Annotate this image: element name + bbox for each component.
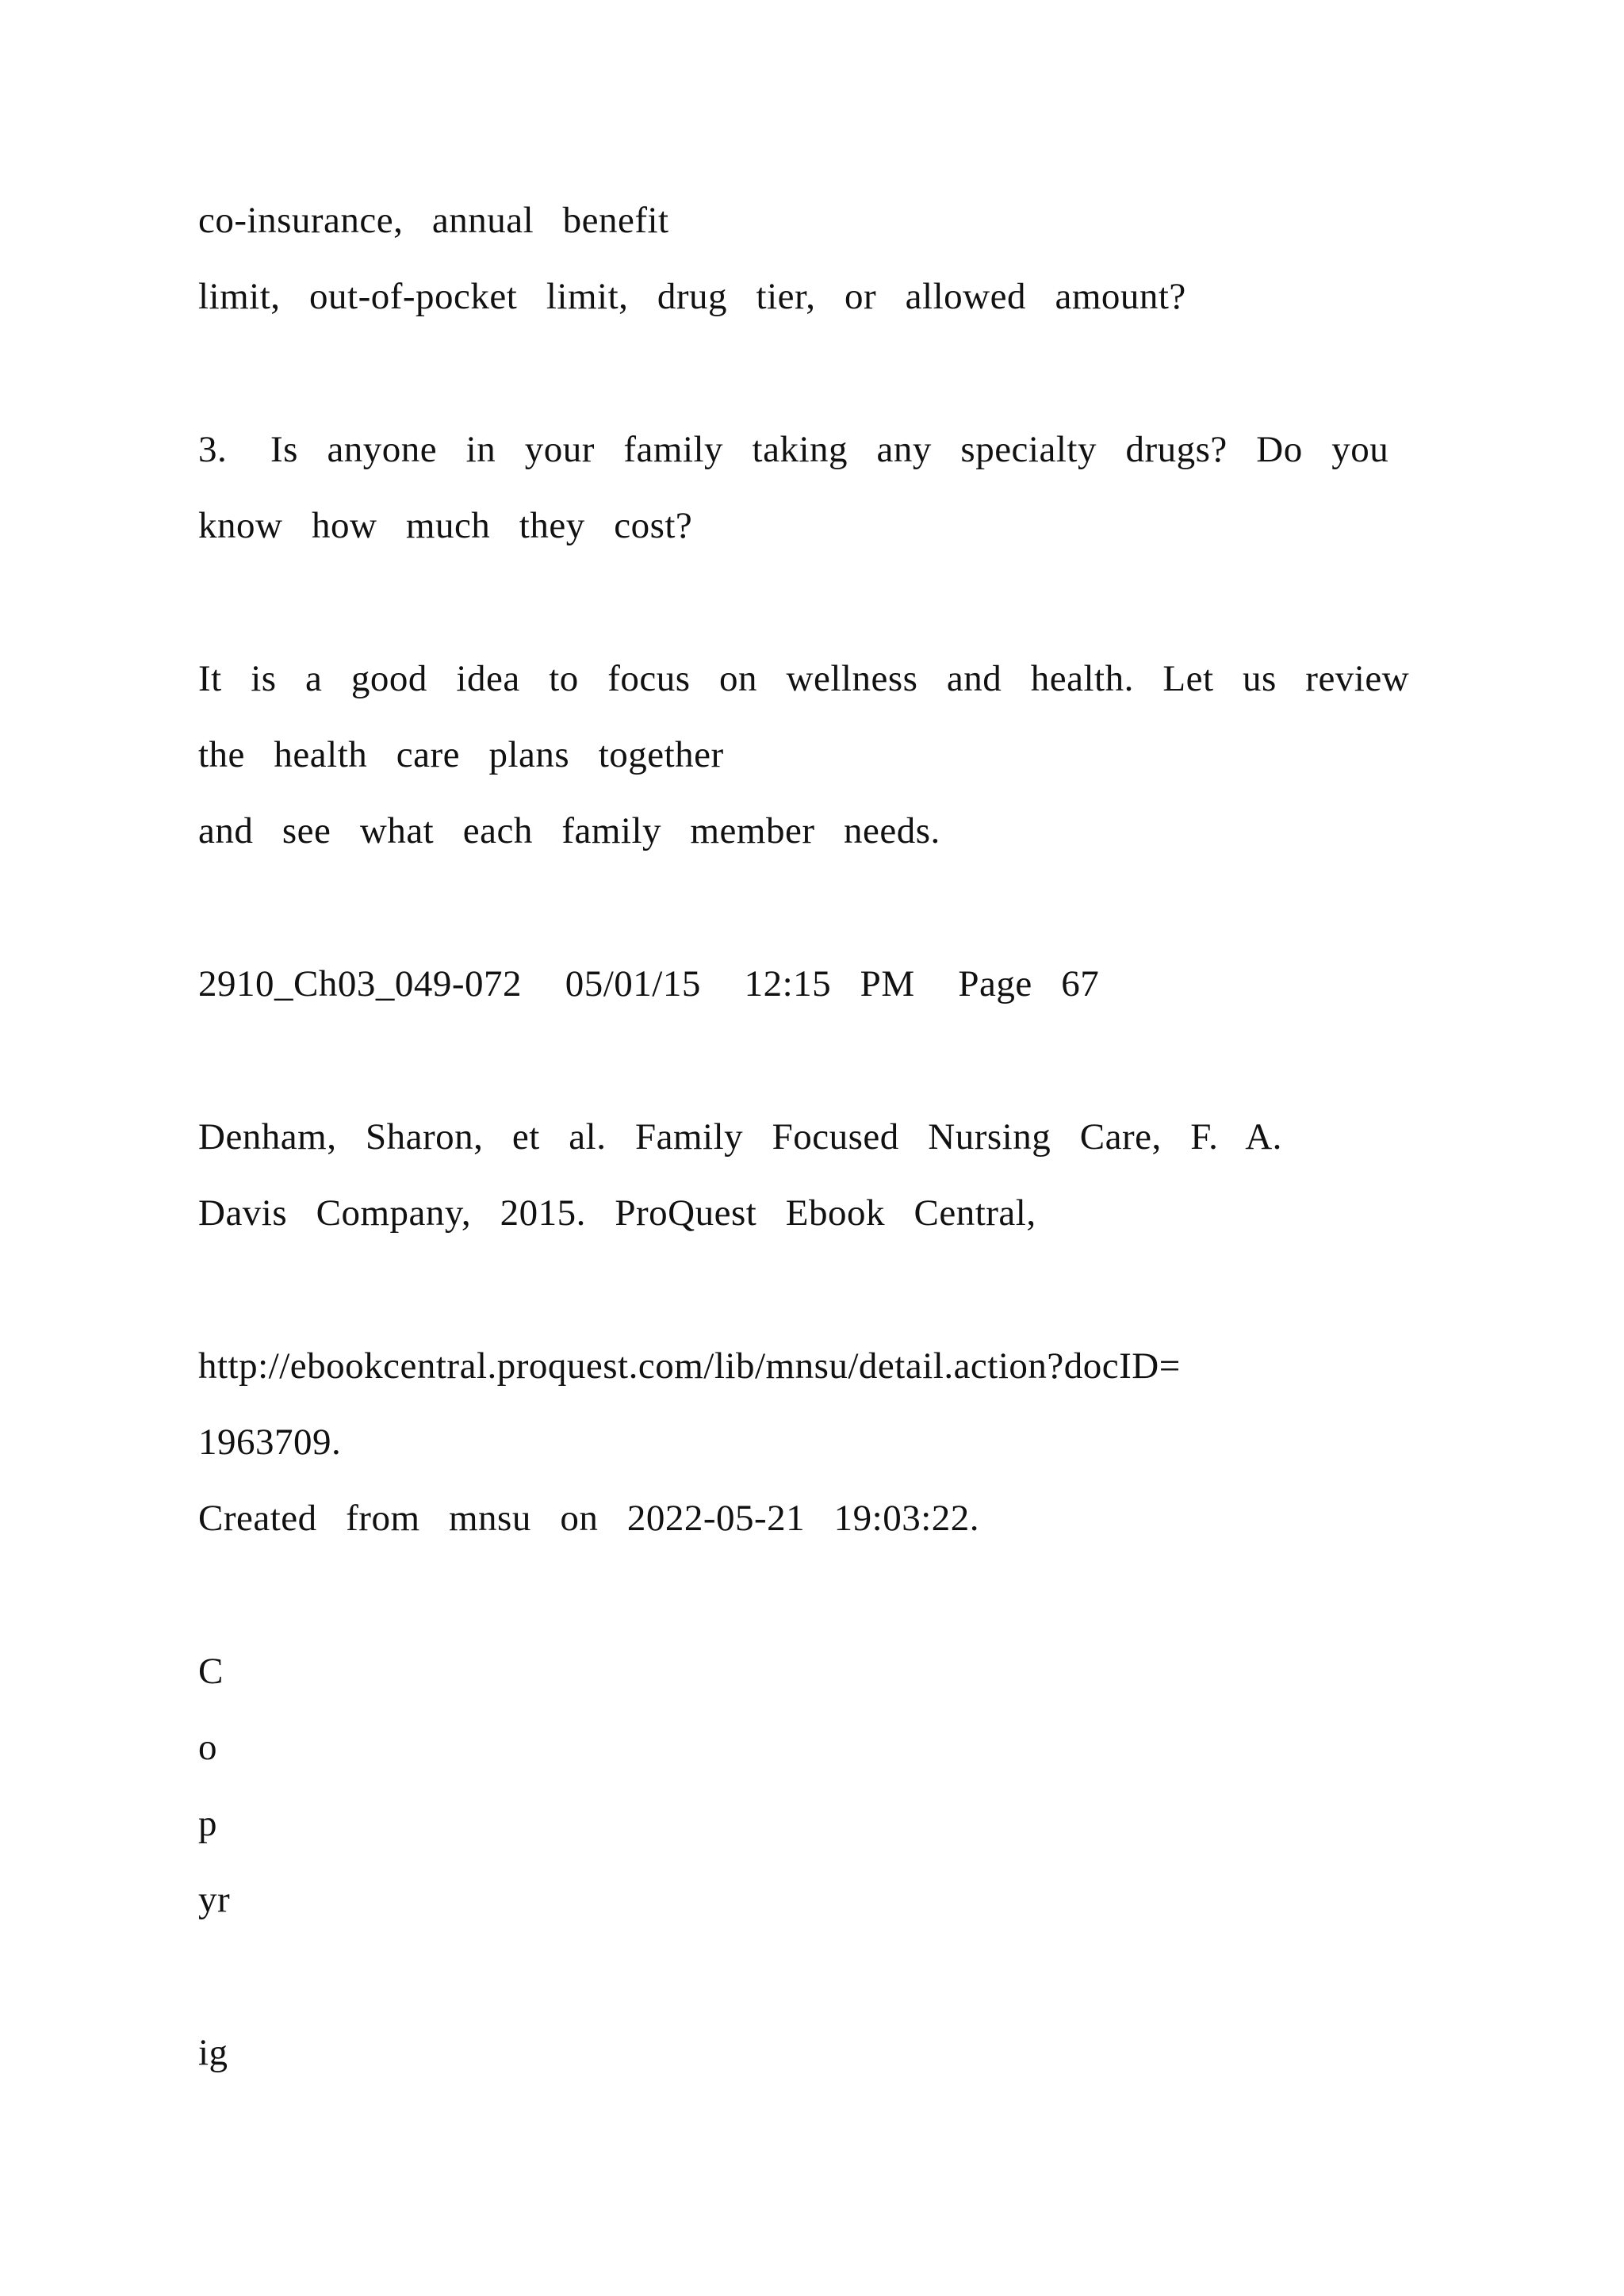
citation-url: http://ebookcentral.proquest.com/lib/mnsu/detail.action?docID= bbox=[198, 1345, 1181, 1387]
text-line-coinsurance: co-insurance, annual benefit bbox=[198, 200, 669, 241]
citation-line-2: Davis Company, 2015. ProQuest Ebook Central, bbox=[198, 1192, 1036, 1234]
citation-doc-id: 1963709. bbox=[198, 1422, 342, 1463]
paragraph-wellness-line-2: the health care plans together bbox=[198, 734, 724, 775]
question-3-line-2: know how much they cost? bbox=[198, 505, 693, 546]
paragraph-wellness-line-3: and see what each family member needs. bbox=[198, 810, 940, 851]
citation-line-1: Denham, Sharon, et al. Family Focused Nursing Care, F. A. bbox=[198, 1116, 1282, 1158]
vertical-letters-ig: ig bbox=[198, 2032, 228, 2073]
vertical-letters-yr: yr bbox=[198, 1879, 231, 1920]
question-3-line-1: 3. Is anyone in your family taking any specialty drugs? Do you bbox=[198, 429, 1389, 470]
created-timestamp: Created from mnsu on 2022-05-21 19:03:22. bbox=[198, 1498, 980, 1539]
vertical-letter-p: p bbox=[198, 1803, 217, 1844]
vertical-letter-o: o bbox=[198, 1727, 217, 1768]
paragraph-wellness-line-1: It is a good idea to focus on wellness and health. Let us review bbox=[198, 658, 1410, 699]
text-line-limits: limit, out-of-pocket limit, drug tier, or allowed amount? bbox=[198, 276, 1186, 317]
page-footer-info: 2910_Ch03_049-072 05/01/15 12:15 PM Page 67 bbox=[198, 963, 1100, 1004]
vertical-letter-c: C bbox=[198, 1651, 224, 1692]
